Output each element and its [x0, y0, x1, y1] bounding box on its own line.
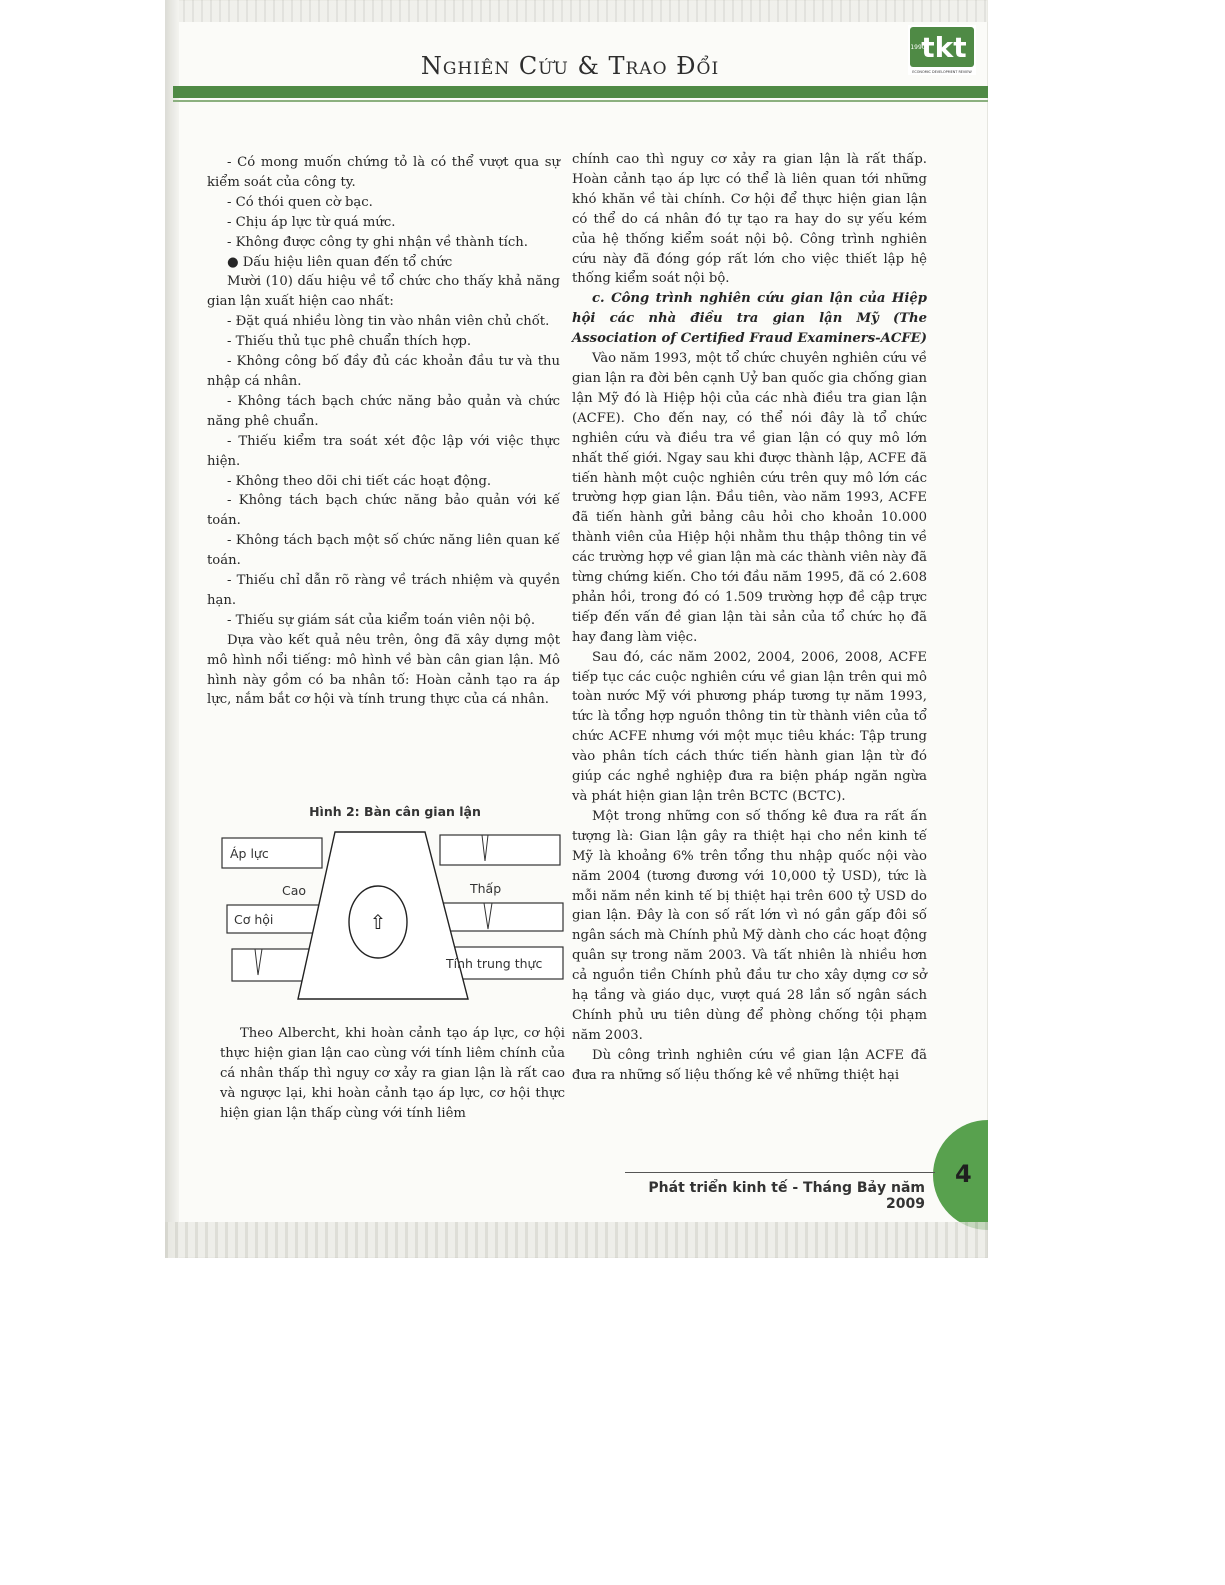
paragraph: - Không tách bạch chức năng bảo quản và chức năng phê chuẩn.: [207, 393, 560, 429]
paragraph: chính cao thì nguy cơ xảy ra gian lận là rất thấp. Hoàn cảnh tạo áp lực có thể là liên quan tới những khó khăn về tài chính. Cơ hội để thực hiện gian lận có thể do cá nhân đó tự tạo ra hay do sự yếu kém của hệ thống kiểm soát nội bộ. Công trình nghiên cứu này đã đóng góp rất lớn cho việc thiết lập hệ thống kiểm soát nội bộ.: [572, 152, 927, 287]
scanned-page: [165, 0, 988, 1258]
header-rule-thin: [173, 100, 988, 102]
right-column: [572, 150, 927, 1086]
paragraph: - Thiếu chỉ dẫn rõ ràng về trách nhiệm và quyền hạn.: [207, 573, 560, 608]
scan-bottom-edge: [165, 1222, 988, 1258]
paragraph: ● Dấu hiệu liên quan đến tổ chức: [227, 254, 453, 270]
paragraph: Dựa vào kết quả nêu trên, ông đã xây dựng một mô hình nổi tiếng: mô hình về bàn cân gian lận. Mô hình này gồm có ba nhân tố: Hoàn cảnh tạo ra áp lực, nắm bắt cơ hội và tính trung thực của cá nhân.: [207, 632, 560, 708]
paragraph: - Chịu áp lực từ quá mức.: [227, 214, 396, 230]
paragraph: Vào năm 1993, một tổ chức chuyên nghiên cứu về gian lận ra đời bên cạnh Uỷ ban quốc gia chống gian lận Mỹ đó là Hiệp hội của các nhà điều tra gian lận (ACFE). Cho đến nay, có thể nói đây là tổ chức nghiên cứu và điều tra về gian lận có quy mô lớn nhất thế giới. Ngay sau khi được thành lập, ACFE đã tiến hành một cuộc nghiên cứu trên quy mô lớn các trường hợp gian lận. Đầu tiên, vào năm 1993, ACFE đã tiến hành gửi bảng câu hỏi cho khoản 10.000 thành viên của Hiệp hội nhằm thu thập thông tin về các trường hợp về gian lận mà các thành viên này đã từng chứng kiến. Cho tới đầu năm 1995, đã có 2.608 phản hồi, trong đó có 1.509 trường hợp đề cập trực tiếp đến vấn đề gian lận tài sản của tổ chức họ đã hay đang làm việc.: [572, 351, 927, 645]
paragraph: - Không được công ty ghi nhận về thành tích.: [227, 234, 528, 250]
paragraph: - Không tách bạch một số chức năng liên quan kế toán.: [207, 533, 560, 569]
paragraph: - Không công bố đầy đủ các khoản đầu tư và thu nhập cá nhân.: [207, 354, 560, 389]
paragraph: - Có mong muốn chứng tỏ là có thể vượt qua sự kiểm soát của công ty.: [207, 155, 560, 190]
paragraph: - Thiếu thủ tục phê chuẩn thích hợp.: [227, 334, 472, 350]
scan-top-edge: [165, 0, 988, 22]
footer-rule: [625, 1172, 935, 1173]
label-integrity: Tính trung thực: [446, 956, 543, 971]
paragraph: - Thiếu sự giám sát của kiểm toán viên nội bộ.: [227, 612, 536, 628]
section-title: Nghiên Cứu & Trao Đổi: [420, 52, 720, 80]
paragraph: Mười (10) dấu hiệu về tổ chức cho thấy khả năng gian lận xuất hiện cao nhất:: [207, 274, 560, 310]
label-low: Thấp: [470, 881, 502, 896]
page-number: 4: [955, 1160, 972, 1188]
label-high: Cao: [282, 883, 307, 898]
opportunity-bar-right: [435, 903, 563, 931]
left-column: [207, 153, 560, 710]
up-arrow-icon: ⇧: [369, 910, 387, 934]
paragraph: Một trong những con số thống kê đưa ra rất ấn tượng là: Gian lận gây ra thiệt hại cho nền kinh tế Mỹ là khoảng 6% trên tổng thu nhập quốc nội vào năm 2004 (tương đương với 10,000 tỷ USD), tức là mỗi năm nền kinh tế bị thiệt hại trên 600 tỷ USD do gian lận. Đây là con số rất lớn vì nó gần gấp đôi số ngân sách mà Chính phủ Mỹ dành cho các hoạt động quân sự trong năm 2003. Và tất nhiên là nhiều hơn cả nguồn tiền Chính phủ đầu tư cho xây dựng cơ sở hạ tầng và giáo dục, vượt quá 28 lần số ngân sách Chính phủ ưu tiên dùng để phòng chống tội phạm năm 2003.: [572, 808, 927, 1043]
header-rule: [173, 86, 988, 98]
logo-subtitle: ECONOMIC DEVELOPMENT REVIEW: [912, 70, 972, 74]
paragraph: - Không tách bạch chức năng bảo quản với kế toán.: [207, 493, 560, 529]
logo-text: tkt: [921, 31, 967, 64]
bottom-left-text: [220, 1024, 565, 1124]
logo-year: 1990: [910, 44, 926, 51]
paragraph: c. Công trình nghiên cứu gian lận của Hiệp hội các nhà điều tra gian lận Mỹ (The Association of Certified Fraud Examiners-ACFE): [572, 291, 927, 347]
figure-title: Hình 2: Bàn cân gian lận: [309, 804, 481, 819]
scan-left-edge: [165, 0, 179, 1258]
paragraph: Dù công trình nghiên cứu về gian lận ACFE đã đưa ra những số liệu thống kê về những thiệt hại: [572, 1047, 927, 1083]
fraud-scale-diagram: [220, 825, 565, 1005]
paragraph: - Có thói quen cờ bạc.: [227, 194, 373, 210]
footer-text: Phát triển kinh tế - Tháng Bảy năm 2009: [648, 1180, 925, 1212]
label-pressure: Áp lực: [230, 846, 269, 861]
label-opportunity: Cơ hội: [234, 912, 274, 927]
journal-logo: [908, 25, 976, 75]
pressure-bar-right: [440, 835, 560, 865]
paragraph: - Thiếu kiểm tra soát xét độc lập với việc thực hiện.: [207, 433, 560, 469]
paragraph: - Đặt quá nhiều lòng tin vào nhân viên chủ chốt.: [227, 314, 550, 330]
paragraph: Sau đó, các năm 2002, 2004, 2006, 2008, ACFE tiếp tục các cuộc nghiên cứu về gian lận trên qui mô toàn nước Mỹ với phương pháp tương tự năm 1993, tức là tổng hợp nguồn thông tin từ thành viên của tổ chức ACFE nhưng với một mục tiêu khác: Tập trung vào phân tích cách thức tiến hành gian lận từ đó giúp các nghề nghiệp đưa ra biện pháp ngăn ngừa và phát hiện gian lận trên BCTC (BCTC).: [572, 649, 927, 804]
paragraph: Theo Albercht, khi hoàn cảnh tạo áp lực, cơ hội thực hiện gian lận cao cùng với tính liêm chính của cá nhân thấp thì nguy cơ xảy ra gian lận là rất cao và ngược lại, khi hoàn cảnh tạo áp lực, cơ hội thực hiện gian lận thấp cùng với tính liêm: [220, 1026, 565, 1121]
paragraph: - Không theo dõi chi tiết các hoạt động.: [227, 473, 492, 489]
